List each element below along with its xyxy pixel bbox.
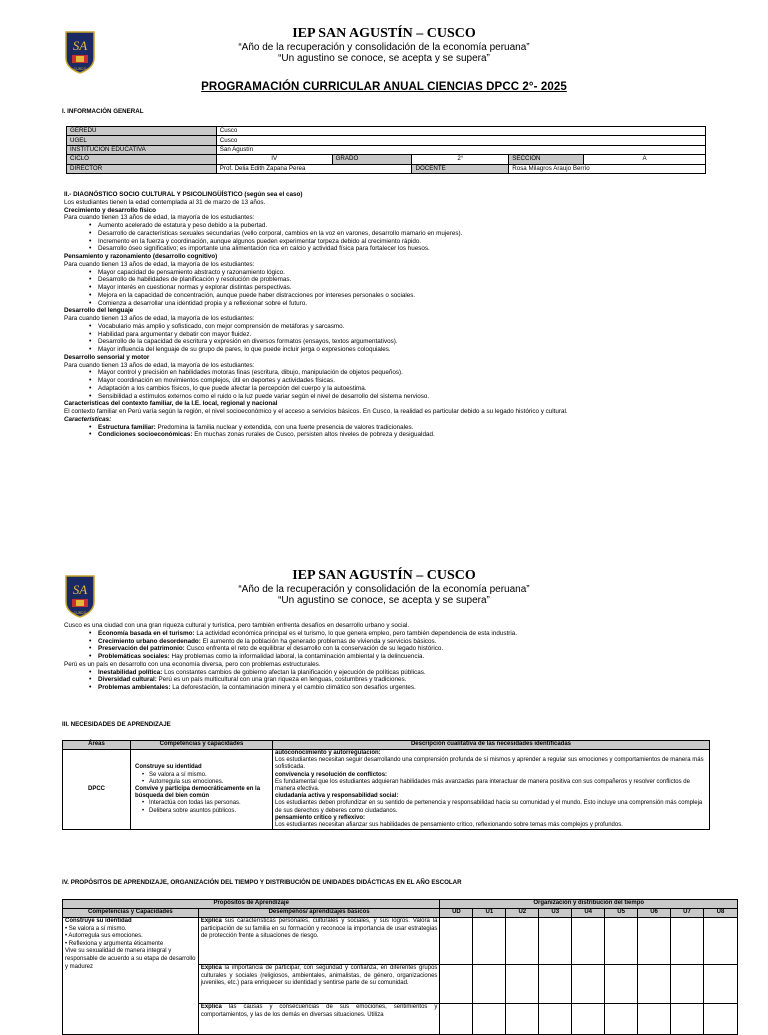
item-key: Crecimiento urbano desordenado: [98, 637, 201, 645]
unit-cell[interactable] [506, 1004, 539, 1035]
list-item [98, 638, 724, 646]
section-3-heading: III. NECESIDADES DE APRENDIZAJE [62, 721, 171, 728]
unit-cell[interactable] [539, 1004, 572, 1035]
list-item [98, 669, 724, 677]
list-item: • Autorregula sus emociones. [149, 779, 270, 786]
list-item: • Mayor influencia del lenguaje de su grupo de pares, lo que puede incluir jerga o expresiones coloquiales. [98, 346, 724, 354]
list-item [98, 653, 724, 661]
list-item: • Interactúa con todas las personas. [149, 800, 270, 807]
characteristics-title: Características: [64, 415, 112, 423]
info-value: 2° [412, 155, 509, 164]
unit-cell[interactable] [638, 918, 671, 965]
unit-cell[interactable] [671, 918, 704, 965]
list-item: • Reflexiona y argumenta éticamente [65, 940, 164, 947]
block-lead: Para cuando tienen 13 años de edad, la mayoría de los estudiantes: [64, 260, 255, 268]
block-lead: Para cuando tienen 13 años de edad, la mayoría de los estudiantes: [64, 315, 255, 322]
unit-header: U4 [572, 909, 605, 918]
table-header-row [63, 909, 738, 918]
page-header [0, 26, 768, 64]
performance-verb: Explica [200, 918, 222, 924]
logo-monogram: SA [72, 38, 88, 53]
unit-cell[interactable] [703, 918, 737, 965]
school-motto: “Un agustino se conoce, se acepta y se supera” [278, 595, 490, 606]
performance-cell [198, 918, 440, 965]
list-item [98, 424, 724, 432]
block-title: Pensamiento y razonamiento (desarrollo cognitivo) [64, 253, 218, 260]
info-label: GRADO [332, 155, 412, 164]
unit-header: U2 [506, 909, 539, 918]
logo-text: CUSCO [73, 611, 87, 615]
item-key: Condiciones socioeconómicas: [98, 431, 193, 439]
list-item: • Desarrollo óseo significativo; es importante una alimentación rica en calcio y actividad física para fortalecer los huesos. [98, 245, 724, 253]
unit-header: UD [440, 909, 473, 918]
document-title: PROGRAMACIÓN CURRICULAR ANUAL CIENCIAS DPCC 2°- 2025 [201, 81, 567, 93]
table-header-row [63, 900, 738, 909]
family-text: El contexto familiar en Perú varía según la región, el nivel socioeconómico y el acceso a servicios básicos. En Cusco, la realidad es particular debido a su legado histórico y cultural. [64, 408, 568, 415]
unit-cell[interactable] [703, 965, 737, 1004]
competency-title: Construye su identidad [135, 764, 202, 771]
performance-cell [198, 1004, 440, 1035]
unit-cell[interactable] [638, 965, 671, 1004]
info-value: A [584, 155, 706, 164]
item-key: Inestabilidad política: [98, 668, 163, 676]
unit-cell[interactable] [440, 918, 473, 965]
unit-cell[interactable] [671, 1004, 704, 1035]
item-key: Estructura familiar: [98, 423, 156, 431]
unit-cell[interactable] [703, 1004, 737, 1035]
unit-cell[interactable] [638, 1004, 671, 1035]
logo-text: CUSCO [73, 67, 87, 71]
area-cell: DPCC [63, 750, 131, 830]
list-item: • Mayor interés en cuestionar normas y explorar distintas perspectivas. [98, 284, 724, 292]
list-item: • Habilidad para argumentar y debatir con mayor fluidez. [98, 331, 724, 339]
list-item: • Aumento acelerado de estatura y peso debido a la pubertad. [98, 222, 724, 230]
year-motto: “Año de la recuperación y consolidación de la economía peruana” [238, 42, 530, 53]
list-item: • Delibera sobre asuntos públicos. [149, 808, 270, 815]
performance-text: sus características personales, culturales y sociales, y sus logros. Valora la participación de su familia en su formación y reconoce la importancia de usar estrategias de protección frente a situaciones de riesgo. [200, 918, 438, 940]
performance-text: las causas y consecuencias de sus emociones, sentimientos y comportamientos, y las de los demás en diversas situaciones. Utiliza [200, 1004, 438, 1018]
need-text: Los estudiantes deben profundizar en su sentido de pertenencia y responsabilidad hacia su comunidad y el mundo. Esto incluye una comprensión más compleja de sus derechos y deberes como ciudadanos. [275, 800, 703, 814]
unit-cell[interactable] [539, 918, 572, 965]
item-value: La actividad económica principal es el turismo, lo que genera empleo, pero también dependencia de esta industria. [194, 629, 517, 637]
unit-cell[interactable] [572, 965, 605, 1004]
info-label: CICLO [67, 155, 217, 164]
unit-cell[interactable] [605, 918, 638, 965]
section-2-heading: II.- DIAGNÓSTICO SOCIO CULTURAL Y PSICOLINGÜÍSTICO (según sea el caso) [64, 191, 303, 198]
list-item: • Mayor capacidad de pensamiento abstracto y razonamiento lógico. [98, 269, 724, 277]
block-lead: Para cuando tienen 13 años de edad, la mayoría de los estudiantes: [64, 214, 255, 222]
list-item: • Comienza a desarrollar una identidad propia y a reflexionar sobre el futuro. [98, 300, 724, 308]
list-item [98, 645, 724, 653]
unit-cell[interactable] [605, 965, 638, 1004]
item-value: La deforestación, la contaminación minera y el cambio climático son desafíos urgentes. [170, 684, 416, 691]
competency-text: Vive su sexualidad de manera integral y responsable de acuerdo a su etapa de desarrollo y madurez [65, 948, 196, 970]
unit-cell[interactable] [440, 1004, 473, 1035]
column-header: Propósitos de Aprendizaje [63, 900, 440, 909]
bullet-list [64, 424, 724, 440]
list-item: • Mayor control y precisión en habilidades motoras finas (escritura, dibujo, manipulación de objetos pequeños). [98, 369, 724, 377]
logo-monogram: SA [72, 582, 88, 597]
age-intro: Los estudiantes tienen la edad contemplada al 31 de marzo de 13 años. [64, 198, 266, 206]
table-row [63, 918, 738, 965]
unit-cell[interactable] [473, 918, 506, 965]
item-value: Perú es un país multicultural con una gran riqueza en lenguas, costumbres y tradiciones. [156, 676, 407, 684]
unit-cell[interactable] [473, 965, 506, 1004]
table-row [67, 155, 706, 164]
item-key: Preservación del patrimonio: [98, 645, 185, 653]
list-item: • Desarrollo de la capacidad de escritura y expresión en diversos formatos (ensayos, textos argumentativos). [98, 338, 724, 346]
table-row [67, 145, 706, 154]
unit-cell[interactable] [506, 918, 539, 965]
performance-verb: Explica [200, 965, 222, 971]
bullet-list [64, 369, 724, 400]
competencies-cell [63, 918, 199, 1035]
general-info-table [66, 126, 706, 174]
column-header: Competencias y capacidades [131, 741, 273, 750]
item-value: Hay problemas como la informalidad laboral, la contaminación ambiental y la delincuencia. [169, 653, 425, 660]
column-header: Desempeños/ aprendizajes básicos [198, 909, 440, 918]
unit-header: U3 [539, 909, 572, 918]
list-item: • Sensibilidad a estímulos externos como el ruido o la luz puede variar según el nivel de desarrollo del sistema nervioso. [98, 393, 724, 401]
unit-cell[interactable] [506, 965, 539, 1004]
unit-cell[interactable] [605, 1004, 638, 1035]
block-title: Desarrollo sensorial y motor [64, 353, 150, 361]
need-title: pensamiento crítico y reflexivo: [275, 814, 366, 821]
unit-cell[interactable] [440, 965, 473, 1004]
school-name: IEP SAN AGUSTÍN – CUSCO [292, 26, 476, 41]
block-lead: Para cuando tienen 13 años de edad, la mayoría de los estudiantes: [64, 361, 255, 369]
block-title: Crecimiento y desarrollo físico [64, 206, 157, 214]
need-title: convivencia y resolución de conflictos: [275, 771, 388, 778]
list-item: • Se valora a sí mismo. [149, 772, 270, 779]
info-value: Prof. Delia Edith Zapana Perea [216, 164, 412, 173]
unit-cell[interactable] [671, 965, 704, 1004]
list-item [98, 676, 724, 684]
unit-header: U5 [605, 909, 638, 918]
info-value: IV [216, 155, 332, 164]
column-header: Áreas [63, 741, 131, 750]
performance-cell [198, 965, 440, 1004]
column-header: Organización y distribución del tiempo [440, 900, 738, 909]
unit-header: U8 [703, 909, 737, 918]
list-item: • Mejora en la capacidad de concentración, aunque puede haber distracciones por intereses personales o sociales. [98, 292, 724, 300]
peru-intro: Perú es un país en desarrollo con una economía diversa, pero con problemas estructurales. [64, 660, 321, 668]
block-title: Desarrollo del lenguaje [64, 307, 134, 315]
need-text: Los estudiantes necesitan afianzar sus habilidades de pensamiento crítico, reflexionando sobre temas más complejos y profundos. [275, 822, 623, 829]
need-text: Los estudiantes necesitan seguir desarrollando una comprensión profunda de sí mismos y aprender a regular sus emociones y comportamientos de manera más sofisticada. [275, 757, 704, 771]
performance-verb: Explica [200, 1004, 222, 1010]
need-text: Es fundamental que los estudiantes adquieran habilidades más avanzadas para interactuar de manera positiva con sus compañeros y resolver conflictos de manera efectiva. [275, 778, 690, 793]
section-4-heading: IV. PROPÓSITOS DE APRENDIZAJE, ORGANIZACIÓN DEL TIEMPO Y DISTRIBUCIÓN DE UNIDADES DIDÁCTICAS EN EL AÑO ESCOLAR [62, 879, 462, 886]
competencies-cell [131, 750, 273, 830]
list-item: • Desarrollo de características sexuales secundarias (vello corporal, cambios en la voz en varones, desarrollo mamario en mujeres). [98, 230, 724, 238]
bullet-list [64, 323, 724, 354]
family-title: Características del contexto familiar, de la I.E. local, regional y nacional [64, 400, 278, 408]
list-item [98, 630, 724, 638]
performance-text: la importancia de participar, con seguridad y confianza, en diferentes grupos culturales y sociales (religiosos, ambientales, animalistas, de género, organizaciones juveniles, etc.) para enriquecer su identidad y sentirse parte de su comunidad. [200, 965, 438, 987]
info-value: San Agustín [216, 145, 705, 154]
learning-needs-table [62, 740, 710, 830]
table-row [67, 164, 706, 173]
info-value: Rosa Milagros Araujo Berrío [509, 164, 706, 173]
info-label: INSTITUCIÓN EDUCATIVA [67, 145, 217, 154]
item-value: Cusco enfrenta el reto de equilibrar el desarrollo con la conservación de su legado histórico. [184, 645, 444, 653]
school-motto: “Un agustino se conoce, se acepta y se supera” [278, 53, 490, 64]
info-label: DOCENTE [412, 164, 509, 173]
need-title: ciudadanía activa y responsabilidad social: [275, 793, 399, 800]
column-header: Competencias y Capacidades [63, 909, 199, 918]
cusco-intro: Cusco es una ciudad con una gran riqueza cultural y turística, pero también enfrenta desafíos en desarrollo urbano y social. [64, 622, 410, 629]
list-item [98, 684, 724, 692]
year-motto: “Año de la recuperación y consolidación de la economía peruana” [238, 584, 530, 595]
unit-cell[interactable] [539, 965, 572, 1004]
info-label: DIRECTOR [67, 164, 217, 173]
learning-purposes-table [62, 899, 738, 1035]
info-value: Cusco [216, 136, 705, 145]
list-item: • Desarrollo de habilidades de planificación y resolución de problemas. [98, 276, 724, 284]
need-title: autoconocimiento y autorregulación: [275, 750, 381, 756]
competency-title: Construye su identidad [65, 918, 132, 924]
bullet-list [135, 772, 270, 786]
bullet-list [64, 269, 724, 308]
list-item: • Vocabulario más amplio y sofisticado, con mejor comprensión de metáforas y sarcasmo. [98, 323, 724, 331]
list-item: • Se valora a sí mismo. [65, 925, 127, 932]
item-value: Los constantes cambios de gobierno afectan la planificación y ejecución de políticas públicas. [162, 668, 426, 676]
page-header [0, 568, 768, 606]
bullet-list [64, 222, 724, 253]
unit-cell[interactable] [572, 1004, 605, 1035]
context-section [64, 622, 724, 692]
table-row [67, 136, 706, 145]
unit-cell[interactable] [572, 918, 605, 965]
section-1-heading: I. INFORMACIÓN GENERAL [62, 108, 144, 115]
unit-cell[interactable] [473, 1004, 506, 1035]
list-item [98, 431, 724, 439]
bullet-list [64, 630, 724, 661]
info-label: GEREDU [67, 127, 217, 136]
diagnosis-section [64, 191, 724, 439]
table-row [67, 127, 706, 136]
item-key: Economía basada en el turismo: [98, 629, 195, 637]
table-header-row [63, 741, 710, 750]
item-key: Diversidad cultural: [98, 676, 157, 684]
bullet-list [135, 800, 270, 814]
unit-header: U7 [671, 909, 704, 918]
item-key: Problemas ambientales: [98, 684, 171, 691]
info-value: Cusco [216, 127, 705, 136]
item-value: Predomina la familia nuclear y extendida, con una fuerte presencia de valores tradicionales. [155, 423, 414, 431]
unit-header: U6 [638, 909, 671, 918]
info-label: UGEL [67, 136, 217, 145]
list-item: • Incremento en la fuerza y coordinación, aunque algunos pueden experimentar torpeza debido al crecimiento rápido. [98, 238, 724, 246]
needs-cell [273, 750, 710, 830]
competency-title: Convive y participa democráticamente en la búsqueda del bien común [135, 786, 261, 800]
table-row [63, 750, 710, 830]
list-item: • Autorregula sus emociones. [65, 933, 143, 940]
list-item: • Mayor coordinación en movimientos complejos, útil en deportes y actividades físicas. [98, 377, 724, 385]
item-value: El aumento de la población ha generado problemas de vivienda y servicios básicos. [200, 637, 437, 645]
info-label: SECCIÓN [509, 155, 584, 164]
item-value: En muchas zonas rurales de Cusco, persisten altos niveles de pobreza y desigualdad. [192, 431, 435, 439]
bullet-list [64, 669, 724, 692]
unit-header: U1 [473, 909, 506, 918]
item-key: Problemáticas sociales: [98, 653, 170, 660]
list-item: • Adaptación a los cambios físicos, lo que puede afectar la percepción del cuerpo y la autoestima. [98, 385, 724, 393]
school-name: IEP SAN AGUSTÍN – CUSCO [292, 568, 476, 583]
column-header: Descripción cualitativa de las necesidades identificadas [273, 741, 710, 750]
